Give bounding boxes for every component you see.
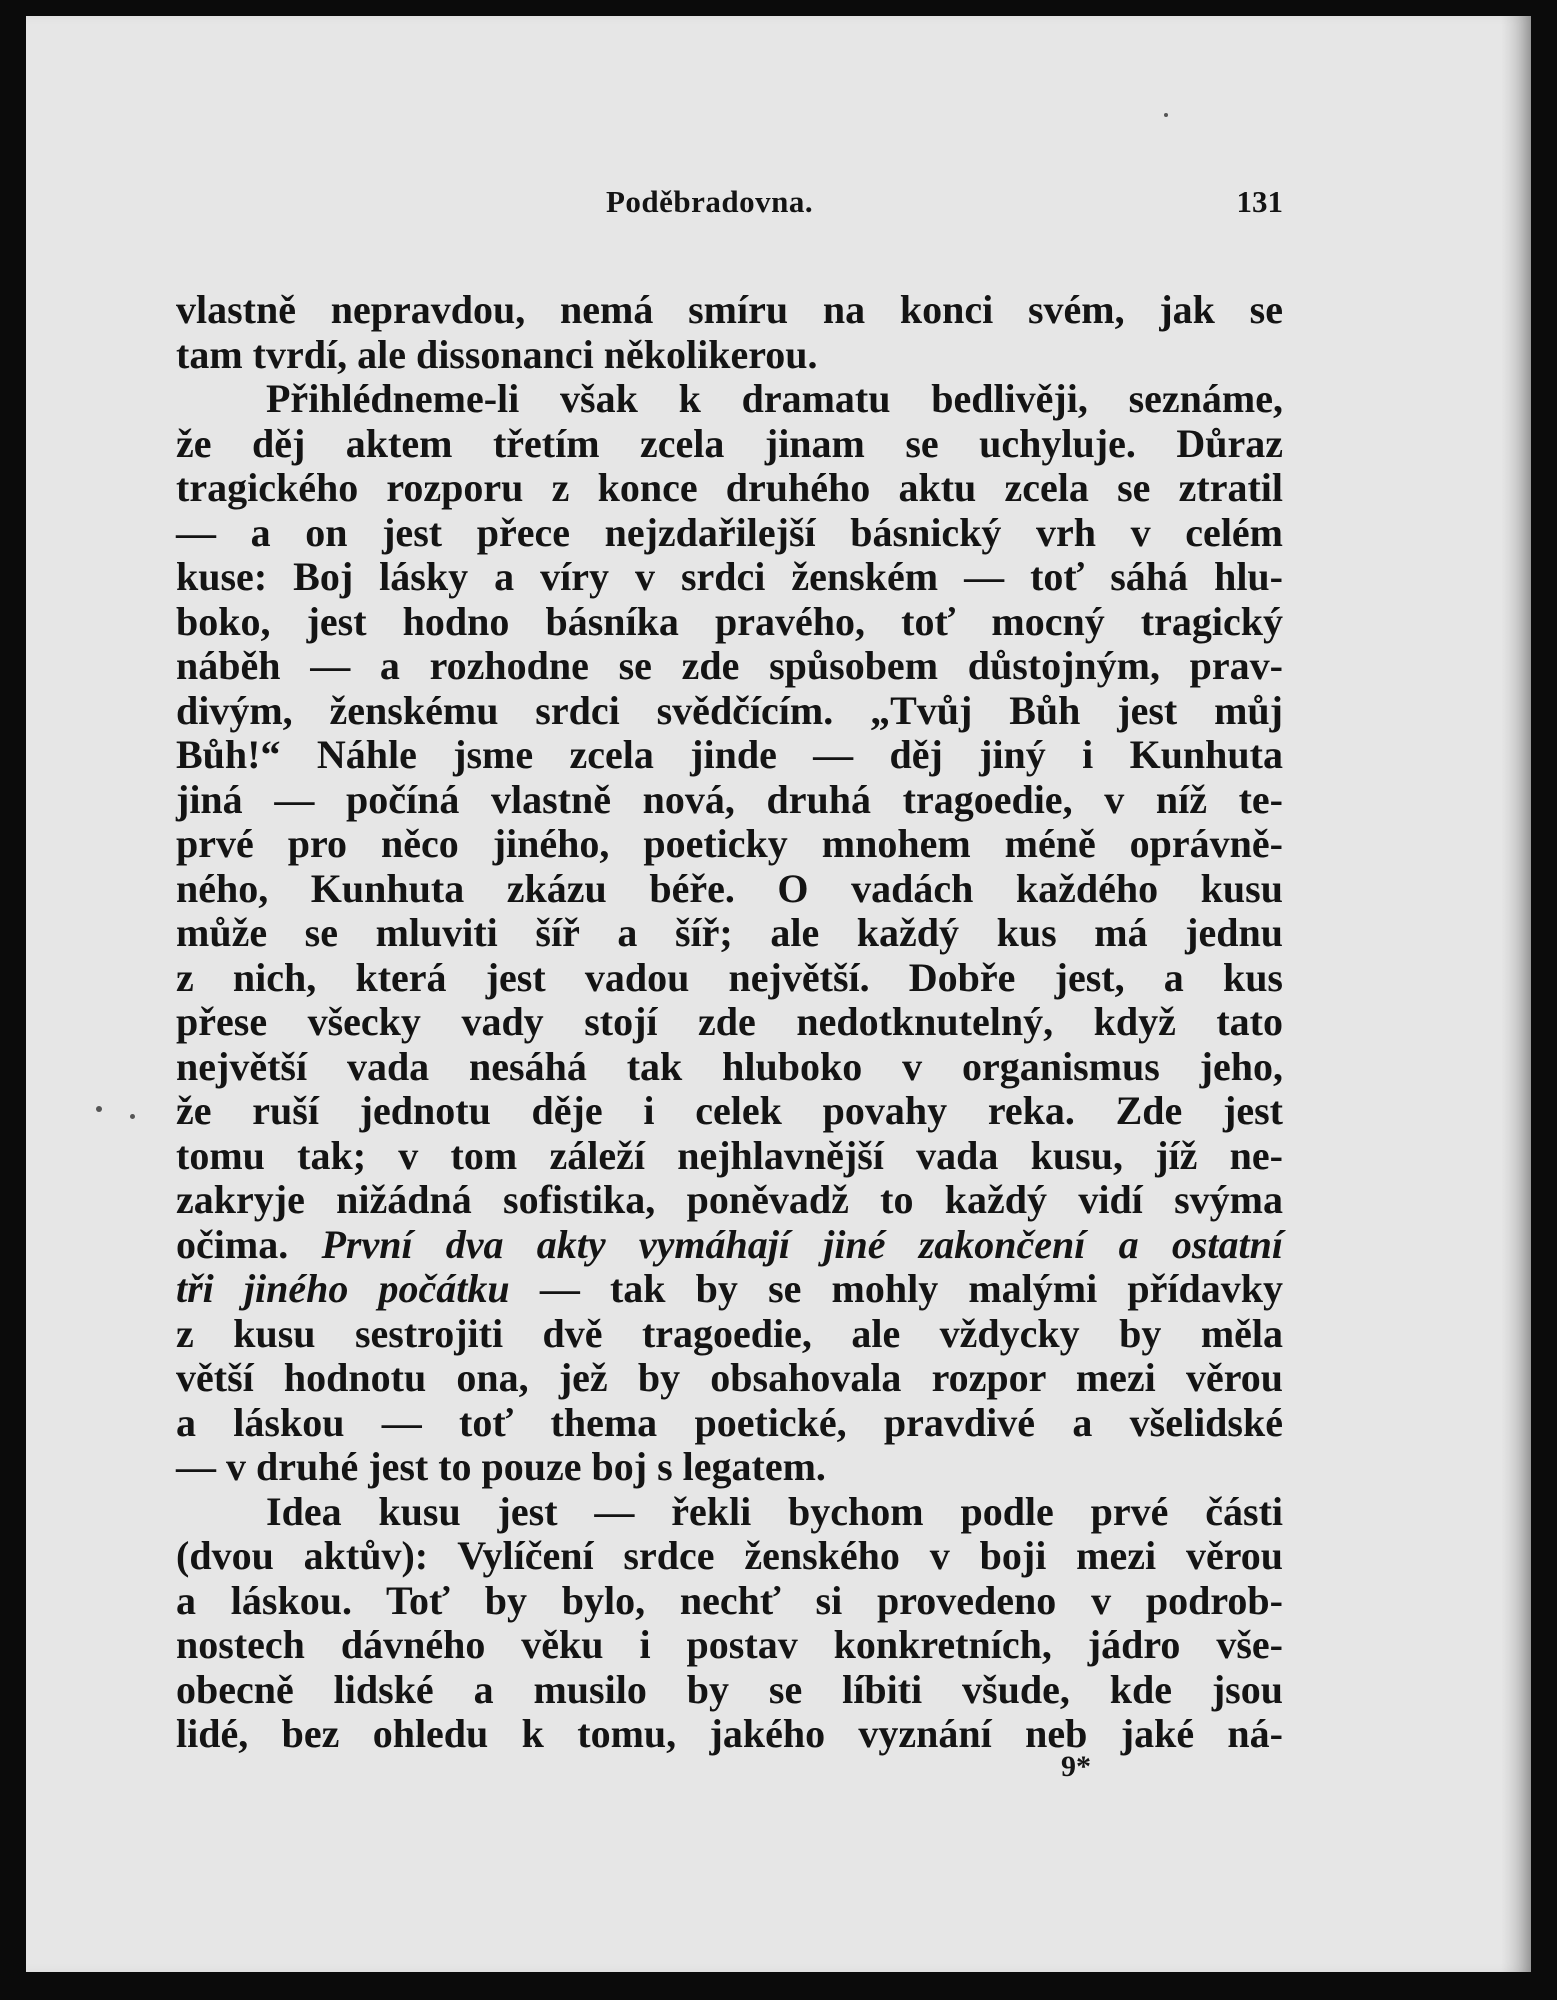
page-header [176, 184, 1283, 234]
text-line [176, 1312, 1283, 1357]
line-text: boko, jest hodno básníka pravého, toť mocný tragický [176, 598, 1283, 644]
line-text: že ruší jednotu děje i celek povahy reka. Zde jest [176, 1088, 1283, 1133]
text-line [176, 867, 1283, 912]
line-text: tomu tak; v tom záleží nejhlavnější vada kusu, jíž ne- [176, 1132, 1283, 1178]
line-text: obecně lidské a musilo by se líbiti všude, kde jsou [176, 1666, 1283, 1712]
text-line [176, 600, 1283, 645]
text-line [176, 644, 1283, 689]
text-line [176, 1668, 1283, 1713]
page-edge-shadow [1501, 16, 1531, 1972]
text-line [176, 1534, 1283, 1579]
italic-phrase: tři jiného počátku [176, 1266, 510, 1311]
line-text: — v druhé jest to pouze boj s legatem. [176, 1444, 826, 1489]
line-text: ného, Kunhuta zkázu béře. O vadách každého kusu [176, 865, 1283, 911]
running-title: Poděbradovna. [606, 184, 814, 219]
text-line [176, 911, 1283, 956]
text-line [176, 956, 1283, 1001]
line-text: očima. [176, 1221, 289, 1267]
italic-phrase: První dva akty vymáhají jiné zakončení a ostatní [321, 1221, 1284, 1267]
line-text: větší hodnotu ona, jež by obsahovala rozpor mezi věrou [176, 1355, 1283, 1400]
line-text: z nich, která jest vadou největší. Dobře jest, a kus [176, 954, 1283, 1000]
print-speck [1164, 113, 1168, 117]
page-number: 131 [1236, 184, 1283, 219]
text-line [176, 1089, 1283, 1134]
text-line [176, 1045, 1283, 1090]
text-line [176, 466, 1283, 511]
body-text [176, 288, 1283, 1757]
line-text: a láskou — toť thema poetické, pravdivé a všelidské [176, 1399, 1283, 1445]
text-line [176, 822, 1283, 867]
text-line [176, 733, 1283, 778]
line-text: nostech dávného věku i postav konkretních, jádro vše- [176, 1622, 1283, 1667]
print-speck [96, 1106, 102, 1112]
text-line [176, 1356, 1283, 1401]
text-line [176, 1579, 1283, 1624]
text-line [176, 1712, 1283, 1757]
text-line [176, 555, 1283, 600]
text-line [176, 511, 1283, 556]
line-text: lidé, bez ohledu k tomu, jakého vyznání neb jaké ná- [176, 1711, 1283, 1756]
text-line [176, 1267, 1283, 1312]
text-line [176, 1223, 1283, 1268]
text-line [176, 1623, 1283, 1668]
printer-signature-mark: 9* [1061, 1750, 1091, 1783]
line-text: tam tvrdí, ale dissonanci několikerou. [176, 331, 818, 377]
line-text: největší vada nesáhá tak hluboko v organismus jeho, [176, 1043, 1283, 1089]
text-line [176, 288, 1283, 333]
book-page [26, 16, 1531, 1972]
line-text: tragického rozporu z konce druhého aktu zcela se ztratil [176, 465, 1283, 510]
line-text: jiná — počíná vlastně nová, druhá tragoedie, v níž te- [176, 776, 1283, 822]
text-line [176, 778, 1283, 823]
text-line [176, 1401, 1283, 1446]
text-line [176, 377, 1283, 422]
text-line [176, 1134, 1283, 1179]
line-text: náběh — a rozhodne se zde spůsobem důstojným, prav- [176, 643, 1283, 688]
line-text: z kusu sestrojiti dvě tragoedie, ale vždycky by měla [176, 1310, 1283, 1356]
line-text: zakryje nižádná sofistika, poněvadž to každý vidí svýma [176, 1177, 1283, 1222]
line-text: divým, ženskému srdci svědčícím. „Tvůj Bůh jest můj [176, 687, 1283, 733]
line-text: kuse: Boj lásky a víry v srdci ženském — toť sáhá hlu- [176, 554, 1283, 599]
line-text: že děj aktem třetím zcela jinam se uchyluje. Důraz [176, 420, 1283, 466]
line-text: vlastně nepravdou, nemá smíru na konci svém, jak se [176, 287, 1283, 332]
line-text: — a on jest přece nejzdařilejší básnický vrh v celém [176, 509, 1283, 555]
text-line [176, 422, 1283, 467]
line-text: Přihlédneme-li však k dramatu bedlivěji, seznáme, [266, 376, 1283, 421]
text-line [176, 333, 1283, 378]
print-speck [130, 1114, 135, 1119]
line-text: prvé pro něco jiného, poeticky mnohem méně oprávně- [176, 821, 1283, 866]
line-text: (dvou aktův): Vylíčení srdce ženského v boji mezi věrou [176, 1533, 1283, 1578]
text-line [176, 1490, 1283, 1535]
text-line [176, 1178, 1283, 1223]
text-line [176, 1000, 1283, 1045]
text-line [176, 689, 1283, 734]
line-text: Idea kusu jest — řekli bychom podle prvé části [266, 1488, 1283, 1534]
line-text: Bůh!“ Náhle jsme zcela jinde — děj jiný i Kunhuta [176, 732, 1283, 777]
text-line [176, 1445, 1283, 1490]
line-text: může se mluviti šíř a šíř; ale každý kus má jednu [176, 910, 1283, 955]
line-text: přese všecky vady stojí zde nedotknutelný, když tato [176, 999, 1283, 1044]
line-text: — tak by se mohly malými přídavky [509, 1266, 1283, 1311]
line-text: a láskou. Toť by bylo, nechť si provedeno v podrob- [176, 1577, 1283, 1623]
